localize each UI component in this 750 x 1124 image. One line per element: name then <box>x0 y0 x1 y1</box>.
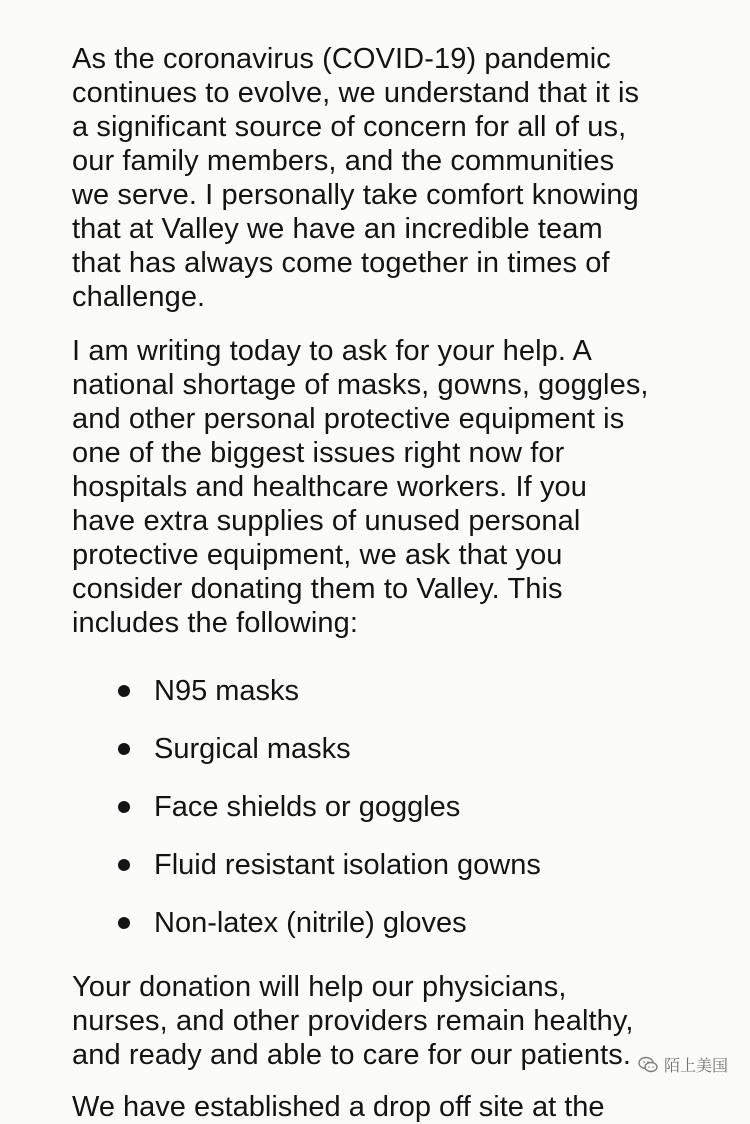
list-item-text: Non-latex (nitrile) gloves <box>154 907 467 939</box>
wechat-icon <box>638 1056 658 1074</box>
list-item <box>72 662 732 720</box>
paragraph-intro: As the coronavirus (COVID-19) pandemic continues to evolve, we understand that it is a significant source of concern for all of us, our family members, and the communities we serve. I personally take comfort knowing that at Valley we have an incredible team that has always come together in times of challenge. <box>72 43 640 313</box>
watermark <box>638 1053 728 1076</box>
bullet-icon <box>118 859 130 871</box>
bullet-icon <box>118 743 130 755</box>
list-item-text: N95 masks <box>154 675 300 707</box>
list-item <box>72 720 732 778</box>
paragraph-impact: Your donation will help our physicians, nurses, and other providers remain healthy, and ready and able to care for our patients. <box>72 971 634 1071</box>
watermark-text: 陌上美国 <box>663 1058 728 1075</box>
bullet-icon <box>118 685 130 697</box>
list-item <box>72 836 732 894</box>
bullet-icon <box>118 917 130 929</box>
list-item-text: Face shields or goggles <box>154 791 461 823</box>
letter-page <box>72 42 732 1072</box>
paragraph-request: I am writing today to ask for your help. A national shortage of masks, gowns, goggles, and other personal protective equipment is one of the biggest issues right now for hospitals and healthcare workers. If you have extra supplies of unused personal protective equipment, we ask that you consider donating them to Valley. This includes the following: <box>72 335 649 639</box>
truncated-line-text: We have established a drop off site at the <box>72 1091 605 1123</box>
list-item-text: Surgical masks <box>154 733 351 765</box>
list-item-text: Fluid resistant isolation gowns <box>154 849 541 881</box>
truncated-next-line <box>72 1091 712 1123</box>
list-item <box>72 778 732 836</box>
bullet-icon <box>118 801 130 813</box>
ppe-list <box>72 662 732 952</box>
list-item <box>72 894 732 952</box>
